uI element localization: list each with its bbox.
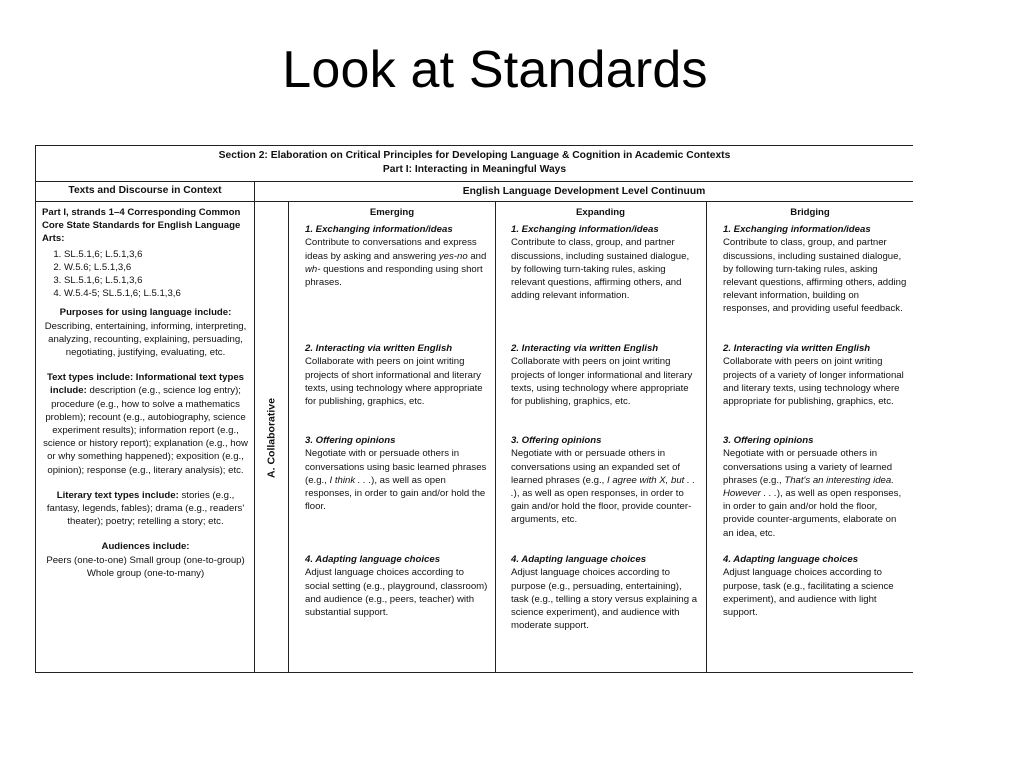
standard-item: 3. SL.5.1,6; L.5.1,3,6 [64,274,249,287]
slide-title: Look at Standards [282,41,708,99]
item-text: Collaborate with peers on joint writing projects of a variety of longer informational and literary texts, using technology where appropriate for publishing, graphics, etc. [723,356,904,408]
bridging-heading: Bridging [790,207,830,218]
emerging-item-4 [305,553,489,643]
section-subtitle: Part I: Interacting in Meaningful Ways [382,164,567,175]
item-text: Collaborate with peers on joint writing projects of longer informational and literary texts, using technology where appropriate for publishing, graphics, etc. [511,356,693,408]
standard-item: 4. W.5.4-5; SL.5.1,6; L.5.1,3,6 [64,287,249,300]
item-text: Negotiate with or persuade others in conversations using a variety of learned phrases (e.g., That's an interesting idea. However . . .), as well as open responses, in order to gain and/or hold the floor, provide counter-arguments, elaborate on an idea, etc. [723,448,902,539]
bridging-item-3 [723,434,907,553]
standard-item: 1. SL.5.1,6; L.5.1,3,6 [64,248,249,261]
bridging-item-1 [723,223,907,342]
emerging-item-3 [305,434,489,553]
item-text: Contribute to class, group, and partner discussions, including sustained dialogue, by following turn-taking rules, asking relevant questions, affirming others, adding relevant information, building on responses, and providing useful feedback. [723,237,907,315]
bridging-item-4 [723,553,907,643]
standards-list [42,248,249,301]
expanding-item-1 [511,223,700,342]
standards-document [35,145,913,673]
emerging-column [289,202,496,673]
emerging-heading: Emerging [369,207,415,218]
text-types-block [42,371,249,477]
bridging-column [707,202,913,673]
item-title: 3. Offering opinions [723,435,814,447]
purposes-text: Describing, entertaining, informing, interpreting, analyzing, recounting, explaining, persuading, negotiating, justifying, evaluating, etc. [44,320,247,359]
section-header [36,146,913,182]
item-text: Negotiate with or persuade others in conversations using basic learned phrases (e.g., I think . . .), as well as open responses, in order to gain and/or hold the floor. [305,448,487,513]
section-title: Section 2: Elaboration on Critical Principles for Developing Language & Cognition in Academic Contexts [218,150,731,161]
item-text: Contribute to conversations and express ideas by asking and answering yes-no and wh- questions and responding using short phrases. [305,237,487,289]
item-text: Adjust language choices according to purpose (e.g., persuading, entertaining), task (e.g., telling a story versus explaining a science experiment), and audience with moderate support. [511,567,698,632]
standard-item: 2. W.5.6; L.5.1,3,6 [64,261,249,274]
column-header-row [36,182,913,202]
item-title: 2. Interacting via written English [305,343,453,355]
item-text: Contribute to class, group, and partner discussions, including sustained dialogue, by following turn-taking rules, asking relevant questions, affirming others, and adding relevant information. [511,237,690,302]
item-text: Adjust language choices according to social setting (e.g., playground, classroom) and audience (e.g., peers, teacher) with substantial support. [305,567,488,619]
emerging-item-2 [305,342,489,434]
expanding-heading: Expanding [575,207,626,218]
expanding-item-4 [511,553,700,643]
purposes-block [42,306,249,359]
item-text: Negotiate with or persuade others in conversations using an expanded set of learned phrases (e.g., I agree with X, but . . .), as well as open responses, in order to gain and/or hold the floor, provide counter-arguments, etc. [511,448,695,526]
expanding-item-2 [511,342,700,434]
literary-types-label: Literary text types include: [56,489,179,501]
item-title: 1. Exchanging information/ideas [511,224,659,236]
collaborative-label-column [255,202,289,673]
item-title: 1. Exchanging information/ideas [723,224,871,236]
emerging-item-1 [305,223,489,342]
item-title: 3. Offering opinions [305,435,396,447]
item-text: Collaborate with peers on joint writing projects of short informational and literary texts, using technology where appropriate for publishing, graphics, etc. [305,356,483,408]
literary-types-block [42,489,249,529]
item-title: 2. Interacting via written English [511,343,659,355]
audiences-block [42,540,249,580]
collaborative-label: A. Collaborative [264,397,277,478]
texts-discourse-column [36,202,255,673]
bridging-item-2 [723,342,907,434]
item-text: Adjust language choices according to purpose, task (e.g., facilitating a science experiment), and audience with light support. [723,567,894,619]
text-types-text: description (e.g., science log entry); procedure (e.g., how to solve a mathematics problem); recount (e.g., autobiography, science experiment results); information report (e.g., science or history report); explanation (e.g., how or why something happened); exposition (e.g., opinion); response (e.g., literary analysis); etc. [43,385,248,476]
body-row [36,202,913,673]
expanding-column [496,202,707,673]
item-title: 1. Exchanging information/ideas [305,224,453,236]
item-title: 2. Interacting via written English [723,343,871,355]
texts-discourse-header: Texts and Discourse in Context [36,182,255,201]
eld-continuum-header: English Language Development Level Continuum [462,186,706,197]
item-title: 4. Adapting language choices [511,554,647,566]
item-title: 4. Adapting language choices [305,554,441,566]
audiences-text: Peers (one-to-one) Small group (one-to-group) Whole group (one-to-many) [46,554,245,579]
literary-types-text: stories (e.g., fantasy, legends, fables); drama (e.g., readers' theater); poetry; retelling a story; etc. [46,489,245,528]
expanding-item-3 [511,434,700,553]
text-types-label: Text types include: Informational text types include: [46,372,245,397]
item-title: 3. Offering opinions [511,435,602,447]
purposes-label: Purposes for using language include: [59,307,232,319]
item-title: 4. Adapting language choices [723,554,859,566]
audiences-label: Audiences include: [101,541,190,553]
standards-heading: Part I, strands 1–4 Corresponding Common Core State Standards for English Language Arts: [42,207,241,245]
